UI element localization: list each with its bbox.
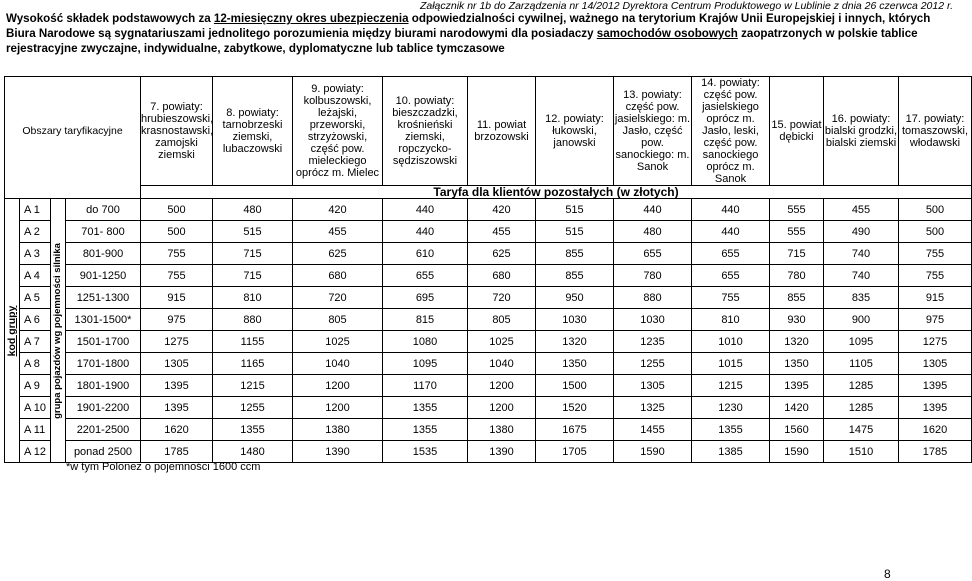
- premium-cell: 810: [692, 309, 770, 331]
- premium-cell: 720: [293, 287, 383, 309]
- zone-header: 7. powiaty: hrubieszowski, krasnostawski, zamojski ziemski: [141, 77, 213, 186]
- premium-cell: 1355: [213, 419, 293, 441]
- premium-cell: 975: [141, 309, 213, 331]
- premium-cell: 915: [899, 287, 972, 309]
- premium-cell: 1390: [293, 441, 383, 463]
- capacity-range: 901-1250: [66, 265, 141, 287]
- premium-cell: 1395: [899, 397, 972, 419]
- premium-cell: 1385: [692, 441, 770, 463]
- group-code: A 5: [20, 287, 51, 309]
- table-row: [5, 375, 972, 397]
- premium-cell: 1095: [824, 331, 899, 353]
- heading-part-5: zaopatrzonych w polskie tablice rejestracyjne zwyczajne, indywidualne, zabytkowe, dyplomatyczne lub tablice tymczasowe: [6, 27, 918, 55]
- premium-cell: 1675: [536, 419, 614, 441]
- premium-cell: 1705: [536, 441, 614, 463]
- table-row: [5, 331, 972, 353]
- table-row: [5, 265, 972, 287]
- capacity-range: 2201-2500: [66, 419, 141, 441]
- table-row: [5, 309, 972, 331]
- premium-cell: 1475: [824, 419, 899, 441]
- capacity-range: ponad 2500: [66, 441, 141, 463]
- group-code: A 8: [20, 353, 51, 375]
- premium-cell: 420: [468, 199, 536, 221]
- premium-cell: 500: [899, 199, 972, 221]
- premium-cell: 1155: [213, 331, 293, 353]
- engine-group-label: [51, 199, 66, 463]
- premium-cell: 1395: [141, 397, 213, 419]
- group-code: A 11: [20, 419, 51, 441]
- premium-cell: 755: [899, 265, 972, 287]
- premium-cell: 1355: [692, 419, 770, 441]
- premium-cell: 1200: [468, 375, 536, 397]
- premium-cell: 855: [536, 243, 614, 265]
- premium-cell: 880: [213, 309, 293, 331]
- premium-cell: 1480: [213, 441, 293, 463]
- capacity-range: 1501-1700: [66, 331, 141, 353]
- premium-cell: 1325: [614, 397, 692, 419]
- table-row: [5, 221, 972, 243]
- premium-cell: 1620: [141, 419, 213, 441]
- premium-cell: 1620: [899, 419, 972, 441]
- premium-cell: 680: [468, 265, 536, 287]
- premium-cell: 715: [213, 243, 293, 265]
- premium-cell: 1095: [383, 353, 468, 375]
- premium-cell: 1390: [468, 441, 536, 463]
- premium-cell: 610: [383, 243, 468, 265]
- premium-cell: 555: [770, 199, 824, 221]
- premium-cell: 1040: [293, 353, 383, 375]
- premium-cell: 715: [770, 243, 824, 265]
- zone-header: 11. powiat brzozowski: [468, 77, 536, 186]
- premium-cell: 975: [899, 309, 972, 331]
- premium-cell: 1355: [383, 419, 468, 441]
- group-code: A 4: [20, 265, 51, 287]
- premium-cell: 805: [293, 309, 383, 331]
- premium-cell: 880: [614, 287, 692, 309]
- table-row: [5, 419, 972, 441]
- premium-cell: 500: [141, 199, 213, 221]
- premium-cell: 480: [614, 221, 692, 243]
- premium-cell: 1170: [383, 375, 468, 397]
- zone-header: 15. powiat dębicki: [770, 77, 824, 186]
- premium-cell: 1420: [770, 397, 824, 419]
- premium-cell: 1200: [293, 375, 383, 397]
- tariff-table: [4, 76, 972, 463]
- premium-cell: 1380: [293, 419, 383, 441]
- premium-cell: 740: [824, 265, 899, 287]
- premium-cell: 500: [141, 221, 213, 243]
- premium-cell: 1275: [141, 331, 213, 353]
- premium-cell: 440: [614, 199, 692, 221]
- premium-cell: 455: [468, 221, 536, 243]
- premium-cell: 755: [141, 243, 213, 265]
- premium-cell: 440: [692, 199, 770, 221]
- premium-cell: 1590: [614, 441, 692, 463]
- premium-cell: 1305: [899, 353, 972, 375]
- premium-cell: 655: [692, 265, 770, 287]
- premium-cell: 1275: [899, 331, 972, 353]
- capacity-range: 1251-1300: [66, 287, 141, 309]
- premium-cell: 1455: [614, 419, 692, 441]
- zone-header: 9. powiaty: kolbuszowski, leżajski, przeworski, strzyżowski, część pow. mieleckiego oprócz m. Mielec: [293, 77, 383, 186]
- capacity-range: 701- 800: [66, 221, 141, 243]
- premium-cell: 515: [536, 221, 614, 243]
- premium-cell: 455: [824, 199, 899, 221]
- premium-cell: 440: [383, 221, 468, 243]
- premium-cell: 1285: [824, 397, 899, 419]
- attachment-note: Załącznik nr 1b do Zarządzenia nr 14/2012 Dyrektora Centrum Produktowego w Lublinie z dnia 26 czerwca 2012 r.: [419, 0, 953, 12]
- group-code: A 10: [20, 397, 51, 419]
- premium-cell: 1165: [213, 353, 293, 375]
- premium-cell: 440: [383, 199, 468, 221]
- premium-cell: 1030: [614, 309, 692, 331]
- premium-cell: 515: [536, 199, 614, 221]
- premium-cell: 1230: [692, 397, 770, 419]
- zone-header: 13. powiaty: część pow. jasielskiego: m. Jasło, część pow. sanockiego: m. Sanok: [614, 77, 692, 186]
- premium-cell: 680: [293, 265, 383, 287]
- premium-cell: 490: [824, 221, 899, 243]
- premium-cell: 1200: [468, 397, 536, 419]
- premium-cell: 855: [770, 287, 824, 309]
- engine-group-label-text: grupa pojazdów wg pojemności silnika: [52, 242, 63, 419]
- premium-cell: 1350: [536, 353, 614, 375]
- premium-cell: 715: [213, 265, 293, 287]
- premium-cell: 455: [293, 221, 383, 243]
- premium-cell: 755: [899, 243, 972, 265]
- group-code: A 1: [20, 199, 51, 221]
- premium-cell: 695: [383, 287, 468, 309]
- capacity-range: 801-900: [66, 243, 141, 265]
- premium-cell: 780: [770, 265, 824, 287]
- capacity-range: 1801-1900: [66, 375, 141, 397]
- premium-cell: 900: [824, 309, 899, 331]
- premium-cell: 1350: [770, 353, 824, 375]
- premium-cell: 1590: [770, 441, 824, 463]
- premium-cell: 1305: [614, 375, 692, 397]
- premium-cell: 655: [383, 265, 468, 287]
- group-code: A 6: [20, 309, 51, 331]
- zone-header: 14. powiaty: część pow. jasielskiego oprócz m. Jasło, leski, część pow. sanockiego oprócz m. Sanok: [692, 77, 770, 186]
- heading-part-3: odpowiedzialności cywilnej, ważnego na terytorium Krajów Unii Europejskiej i innych, których Biura Narodowe są sygnatariuszami jednolitego porozumienia między biurami narodowymi dla posiadaczy: [6, 12, 931, 40]
- heading-part-2: 12-miesięczny okres ubezpieczenia: [213, 12, 409, 25]
- premium-cell: 1395: [770, 375, 824, 397]
- premium-cell: 780: [614, 265, 692, 287]
- heading-part-1: Wysokość składek podstawowych za: [6, 12, 214, 25]
- premium-cell: 1025: [468, 331, 536, 353]
- group-code: A 7: [20, 331, 51, 353]
- premium-cell: 815: [383, 309, 468, 331]
- group-code: A 3: [20, 243, 51, 265]
- capacity-range: do 700: [66, 199, 141, 221]
- group-code-label-text: kod grupy: [6, 305, 18, 356]
- premium-cell: 555: [770, 221, 824, 243]
- capacity-range: 1901-2200: [66, 397, 141, 419]
- page-number: 8: [884, 567, 891, 581]
- premium-cell: 1500: [536, 375, 614, 397]
- footnote: *w tym Polonez o pojemności 1600 ccm: [66, 461, 261, 473]
- premium-cell: 1320: [536, 331, 614, 353]
- premium-cell: 1255: [614, 353, 692, 375]
- premium-cell: 440: [692, 221, 770, 243]
- premium-cell: 835: [824, 287, 899, 309]
- capacity-range: 1701-1800: [66, 353, 141, 375]
- table-row: [5, 353, 972, 375]
- group-code: A 9: [20, 375, 51, 397]
- table-row: [5, 287, 972, 309]
- premium-cell: 1215: [213, 375, 293, 397]
- premium-cell: 1395: [141, 375, 213, 397]
- premium-cell: 1785: [141, 441, 213, 463]
- group-code: A 12: [20, 441, 51, 463]
- premium-cell: 855: [536, 265, 614, 287]
- areas-label: Obszary taryfikacyjne: [5, 77, 141, 186]
- capacity-range: 1301-1500*: [66, 309, 141, 331]
- group-code: A 2: [20, 221, 51, 243]
- group-code-label: [5, 199, 20, 463]
- document-heading: [6, 11, 954, 56]
- header-row: [5, 77, 972, 186]
- premium-cell: 1235: [614, 331, 692, 353]
- premium-cell: 1285: [824, 375, 899, 397]
- zone-header: 12. powiaty: łukowski, janowski: [536, 77, 614, 186]
- premium-cell: 1030: [536, 309, 614, 331]
- premium-cell: 655: [614, 243, 692, 265]
- premium-cell: 1355: [383, 397, 468, 419]
- premium-cell: 1200: [293, 397, 383, 419]
- premium-cell: 1080: [383, 331, 468, 353]
- premium-cell: 1395: [899, 375, 972, 397]
- premium-cell: 1320: [770, 331, 824, 353]
- zone-header: 10. powiaty: bieszczadzki, krośnieński ziemski, ropczycko-sędziszowski: [383, 77, 468, 186]
- premium-cell: 805: [468, 309, 536, 331]
- premium-cell: 515: [213, 221, 293, 243]
- premium-cell: 655: [692, 243, 770, 265]
- premium-cell: 1520: [536, 397, 614, 419]
- premium-cell: 500: [899, 221, 972, 243]
- premium-cell: 1015: [692, 353, 770, 375]
- premium-cell: 1305: [141, 353, 213, 375]
- premium-cell: 1380: [468, 419, 536, 441]
- premium-cell: 1535: [383, 441, 468, 463]
- premium-cell: 1040: [468, 353, 536, 375]
- tariff-caption-spacer: [5, 186, 141, 199]
- premium-cell: 480: [213, 199, 293, 221]
- premium-cell: 1510: [824, 441, 899, 463]
- premium-cell: 1025: [293, 331, 383, 353]
- table-row: [5, 243, 972, 265]
- table-row: [5, 199, 972, 221]
- premium-cell: 1255: [213, 397, 293, 419]
- premium-cell: 810: [213, 287, 293, 309]
- zone-header: 8. powiaty: tarnobrzeski ziemski, lubaczowski: [213, 77, 293, 186]
- heading-part-4: samochodów osobowych: [596, 27, 738, 40]
- premium-cell: 740: [824, 243, 899, 265]
- premium-cell: 1785: [899, 441, 972, 463]
- zone-header: 16. powiaty: bialski grodzki, bialski ziemski: [824, 77, 899, 186]
- tariff-caption-row: [5, 186, 972, 199]
- table-row: [5, 397, 972, 419]
- premium-cell: 915: [141, 287, 213, 309]
- premium-cell: 420: [293, 199, 383, 221]
- premium-cell: 755: [692, 287, 770, 309]
- zone-header: 17. powiaty: tomaszowski, włodawski: [899, 77, 972, 186]
- premium-cell: 625: [468, 243, 536, 265]
- table-row: [5, 441, 972, 463]
- premium-cell: 720: [468, 287, 536, 309]
- premium-cell: 625: [293, 243, 383, 265]
- premium-cell: 1010: [692, 331, 770, 353]
- premium-cell: 755: [141, 265, 213, 287]
- premium-cell: 950: [536, 287, 614, 309]
- tariff-caption: Taryfa dla klientów pozostałych (w złotych): [141, 186, 972, 199]
- premium-cell: 930: [770, 309, 824, 331]
- premium-cell: 1560: [770, 419, 824, 441]
- premium-cell: 1105: [824, 353, 899, 375]
- premium-cell: 1215: [692, 375, 770, 397]
